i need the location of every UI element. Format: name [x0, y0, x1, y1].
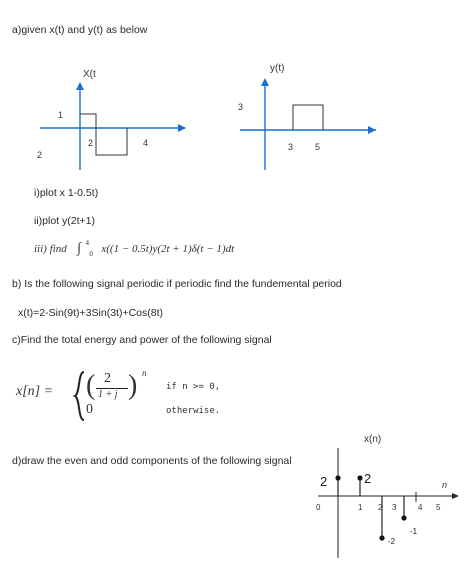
- condition-1: if n >= 0,: [166, 382, 221, 392]
- right-paren: ): [128, 370, 138, 401]
- y-graph-title: y(t): [270, 63, 285, 74]
- item-iii-prefix: iii) find: [34, 243, 67, 255]
- x-graph-label-2: 2: [88, 138, 94, 148]
- tick-label-4: 4: [418, 503, 423, 512]
- stem-n1-dot: [357, 475, 362, 480]
- left-paren: (: [86, 370, 96, 401]
- stem-n3-dot: [401, 515, 406, 520]
- integral-lower-limit: 0: [89, 250, 93, 258]
- y-graph-x-arrow: [368, 126, 376, 134]
- equation-lhs: x[n] =: [16, 384, 54, 399]
- tick-label-3: 3: [392, 503, 397, 512]
- integral-upper-limit: 4: [85, 239, 89, 247]
- value-label-neg1: -1: [410, 527, 418, 536]
- y-graph-tick-3: 3: [288, 142, 294, 152]
- x-graph-pulse-negative: [96, 128, 127, 155]
- x-n-title: x(n): [364, 434, 382, 445]
- condition-2: otherwise.: [166, 406, 221, 416]
- fraction-numerator: 2: [104, 371, 111, 386]
- exponent-n: n: [142, 368, 147, 378]
- x-n-graph: [306, 428, 466, 560]
- x-t-graph: [30, 62, 190, 172]
- x-n-x-arrow: [452, 493, 459, 499]
- part-c-question: c)Find the total energy and power of the following signal: [12, 334, 272, 346]
- y-graph-y-arrow: [261, 78, 269, 86]
- tick-label-0: 0: [316, 503, 321, 512]
- part-d-question: d)draw the even and odd components of the following signal: [12, 455, 292, 467]
- y-graph-label-3: 3: [238, 102, 244, 112]
- y-graph-tick-5: 5: [315, 142, 321, 152]
- tick-label-5: 5: [436, 503, 441, 512]
- y-t-graph: [228, 58, 378, 170]
- x-graph-title: X(t: [83, 69, 96, 80]
- tick-label-1: 1: [358, 503, 363, 512]
- part-b-question: b) Is the following signal periodic if periodic find the fundemental period: [12, 278, 342, 290]
- x-graph-x-arrow: [178, 124, 186, 132]
- integral-sign: ∫: [77, 241, 81, 256]
- value-label-neg2: -2: [388, 537, 396, 546]
- value-label-right: 2: [364, 471, 372, 486]
- x-graph-label-4: 4: [143, 138, 149, 148]
- x-graph-label-neg2: 2: [37, 150, 43, 160]
- item-ii: ii)plot y(2t+1): [34, 215, 95, 227]
- tick-label-2: 2: [378, 503, 383, 512]
- x-graph-y-arrow: [76, 82, 84, 90]
- piecewise-brace: [72, 370, 86, 422]
- x-n-axis-var: n: [442, 480, 448, 490]
- piecewise-equation: [16, 368, 316, 422]
- piecewise-zero: 0: [86, 402, 93, 417]
- x-graph-pulse-positive: [80, 114, 96, 128]
- item-i: i)plot x 1-0.5t): [34, 187, 99, 199]
- fraction-denominator: 1 + j: [98, 389, 118, 400]
- item-iii-expression: x((1 − 0.5t)y(2t + 1)δ(t − 1)dt: [101, 243, 235, 255]
- value-label-left: 2: [320, 474, 328, 489]
- stem-n2-dot: [379, 535, 384, 540]
- y-graph-pulse: [293, 105, 323, 130]
- part-b-signal: x(t)=2-Sin(9t)+3Sin(3t)+Cos(8t): [18, 307, 164, 319]
- item-iii: [34, 239, 234, 261]
- x-graph-label-1: 1: [58, 110, 64, 120]
- part-a-heading: a)given x(t) and y(t) as below: [12, 24, 148, 36]
- stem-n0-dot: [335, 475, 340, 480]
